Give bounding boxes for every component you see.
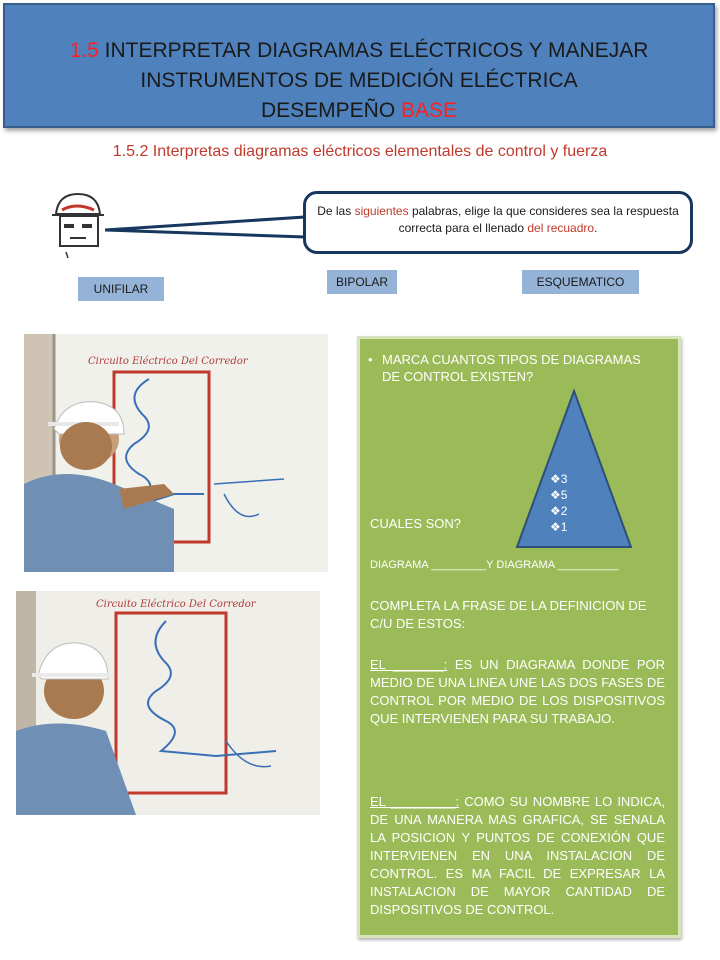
word-option-esquematico[interactable]: ESQUEMATICO [522,270,639,294]
option-item[interactable]: ❖2 [550,504,568,518]
bubble-highlight: del recuadro [527,221,595,235]
bubble-highlight: siguientes [354,204,409,218]
title-line-2: INSTRUMENTOS DE MEDICIÓN ELÉCTRICA [140,69,578,92]
bubble-text: . [594,221,598,235]
title-text-3: DESEMPEÑO [260,99,401,122]
options-triangle [513,387,635,551]
whiteboard-photo-2 [16,591,320,815]
bubble-text: palabras, elige la que consideres sea la respuesta correcta para el llenado [398,204,679,235]
definition-text: COMO SU NOMBRE LO INDICA, DE UNA MANERA MAS GRAFICA, SE SENALA LA POSICION Y PUNTOS DE CONEXIÓN QUE INTERVIENEN EN UNA INSTALACION DE CONTROL. ES MA FACIL DE EXPRESAR LA INSTALACION DE MAYOR CANTIDAD DE DISPOSITIVOS DE CONTROL. [370,794,665,917]
classroom-photo-2 [16,591,320,815]
word-option-unifilar[interactable]: UNIFILAR [78,277,164,301]
blank-field[interactable]: EL _________: [370,794,460,809]
bubble-text: De las [317,204,355,218]
count-options [550,471,567,535]
activity-panel [357,336,681,938]
cuales-label: CUALES SON? [370,516,462,531]
instruction-text: COMPLETA LA FRASE DE LA DEFINICION DE C/U DE ESTOS: [370,598,647,631]
question-count [368,351,662,385]
board-title: Circuito Eléctrico Del Corredor [96,599,256,610]
level-label: BASE [401,99,458,122]
board-title: Circuito Eléctrico Del Corredor [88,356,248,367]
title-text-1: INTERPRETAR DIAGRAMAS ELÉCTRICOS Y MANEJAR [98,39,649,62]
classroom-photo-1 [24,334,328,572]
section-number: 1.5 [69,39,99,62]
subtitle: 1.5.2 Interpretas diagramas eléctricos elementales de control y fuerza [112,143,608,160]
word-option-bipolar[interactable]: BIPOLAR [327,270,397,294]
speech-bubble [303,191,693,254]
question-text: MARCA CUANTOS TIPOS DE DIAGRAMAS DE CONTROL EXISTEN? [382,352,641,384]
title-banner [3,3,715,128]
worker-face-icon [36,188,116,258]
whiteboard-photo-1 [24,334,328,572]
fill-in-blank[interactable]: DIAGRAMA _________Y DIAGRAMA __________ [370,559,619,571]
option-item[interactable]: ❖3 [550,472,568,486]
option-item[interactable]: ❖1 [550,520,568,534]
title-line-3 [5,96,713,126]
blank-field[interactable]: EL _______: [370,657,448,672]
definition-1 [370,656,665,728]
speech-bubble-tail [105,212,305,242]
definition-2 [370,793,665,919]
bullet-icon: • [368,352,373,367]
option-item[interactable]: ❖5 [550,488,568,502]
title-line-1 [5,36,713,66]
definition-text: ES UN DIAGRAMA DONDE POR MEDIO DE UNA LINEA UNE LAS DOS FASES DE CONTROL POR MEDIO DE LOS DISPOSITIVOS QUE INTERVIENEN PARA SU TRABAJO. [370,657,665,726]
